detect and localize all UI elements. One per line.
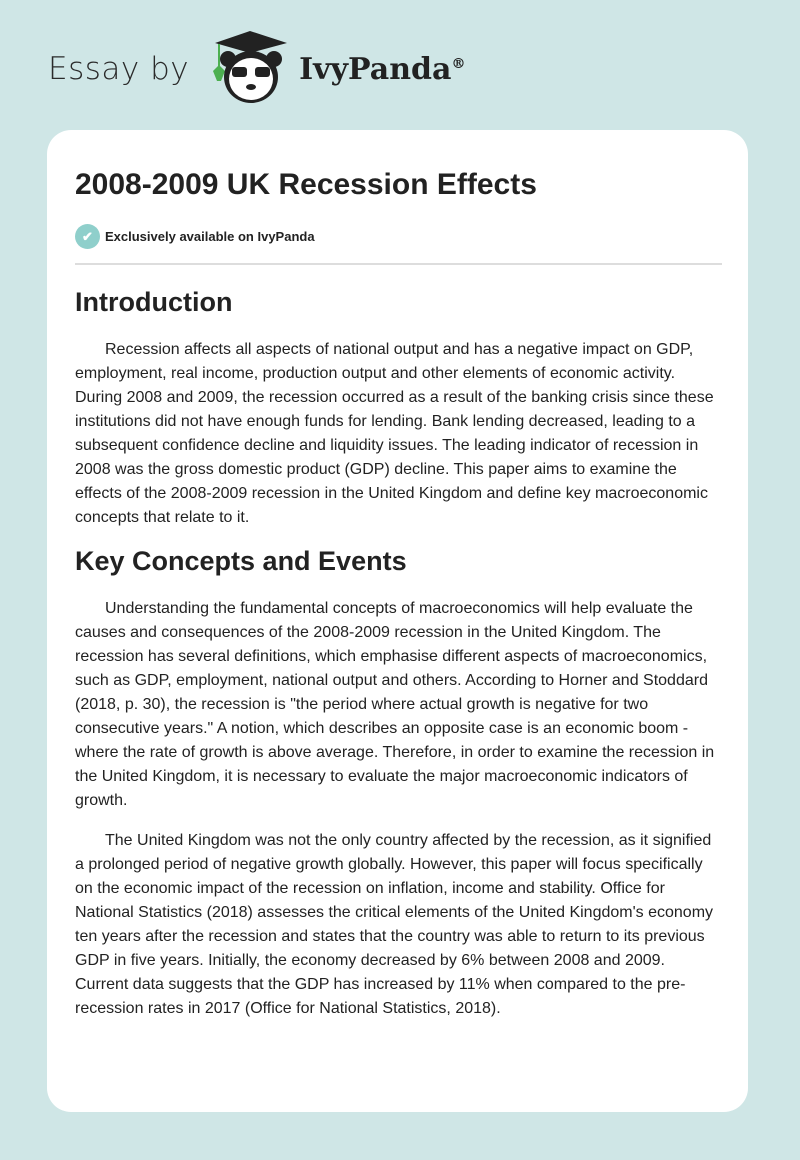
divider	[75, 263, 722, 265]
paragraph: The United Kingdom was not the only country affected by the recession, as it signified a prolonged period of negative growth globally. However, this paper will focus specifically on the economic impact of the recession on inflation, income and stability. Office for National Statistics (2018) assesses the critical elements of the United Kingdom's economy ten years after the recession and states that the country was able to return to its previous GDP in five years. Initially, the economy decreased by 6% between 2008 and 2009. Current data suggests that the GDP has increased by 11% when compared to the pre-recession rates in 2017 (Office for National Statistics, 2018).	[75, 832, 714, 1017]
ivypanda-logo-icon	[205, 29, 295, 109]
paragraph: Understanding the fundamental concepts of macroeconomics will help evaluate the causes and consequences of the 2008-2009 recession in the United Kingdom. The recession has several definitions, which emphasise different aspects of macroeconomics, such as GDP, employment, national output and others. According to Horner and Stoddard (2018, p. 30), the recession is "the period where actual growth is negative for two consecutive years." A notion, which describes an opposite case is an economic boom - where the rate of growth is above average. Therefore, in order to examine the recession in the United Kingdom, it is necessary to evaluate the major macroeconomic indicators of growth.	[75, 600, 715, 809]
registered-mark: ®	[451, 55, 466, 72]
essay-card	[47, 130, 748, 1112]
section-heading: Key Concepts and Events	[75, 546, 407, 576]
site-header	[48, 34, 465, 104]
page-title: 2008-2009 UK Recession Effects	[75, 168, 537, 201]
essay-by-label: Essay by	[48, 51, 190, 87]
brand-text: IvyPanda	[299, 51, 452, 87]
exclusive-label: Exclusively available on IvyPanda	[105, 229, 315, 244]
check-circle-icon: ✔	[75, 224, 100, 249]
paragraph: Recession affects all aspects of national output and has a negative impact on GDP, employment, real income, production output and other elements of economic activity. During 2008 and 2009, the recession occurred as a result of the banking crisis since these institutions did not have enough funds for lending. Bank lending decreased, leading to a subsequent confidence decline and liquidity issues. The leading indicator of recession in 2008 was the gross domestic product (GDP) decline. This paper aims to examine the effects of the 2008-2009 recession in the United Kingdom and define key macroeconomic concepts that relate to it.	[75, 341, 714, 526]
brand-name	[299, 52, 465, 87]
section-heading: Introduction	[75, 287, 233, 317]
exclusive-badge	[75, 224, 722, 249]
